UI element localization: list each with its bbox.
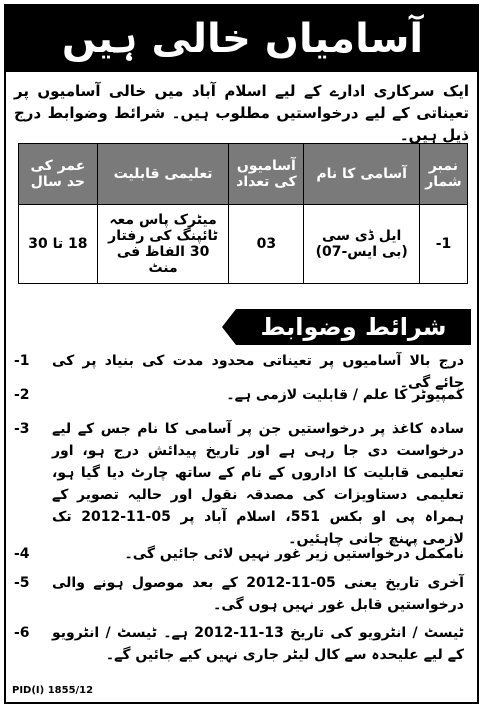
condition-number: -6 [14, 625, 30, 641]
header-post-count: آسامیوں کی تعداد [229, 144, 304, 205]
condition-text: کمپیوٹر کا علم / قابلیت لازمی ہے۔ [226, 387, 464, 403]
cell-post-name: ایل ڈی سی (بی ایس-07) [304, 205, 419, 284]
condition-item [10, 384, 472, 406]
cell-qualification: میٹرک پاس معہ ٹائپنگ کی رفتار 30 الفاظ فی منٹ [97, 205, 229, 284]
condition-text: ٹیسٹ / انٹرویو کی تاریخ 13-11-2012 ہے۔ ٹیسٹ / انٹرویو کے لیے علیحدہ سے کال لیٹر جاری نہیں کیے جائیں گے۔ [52, 625, 464, 663]
intro-paragraph: ایک سرکاری ادارے کے لیے اسلام آباد میں خالی آسامیوں پر تعیناتی کے لیے درخواستیں مطلوب ہیں۔ شرائط وضوابط درج ذیل ہیں۔ [14, 82, 469, 144]
pid-code: PID(I) 1855/12 [12, 685, 94, 696]
header-post-name: آسامی کا نام [304, 144, 419, 205]
condition-text: آخری تاریخ یعنی 05-11-2012 کے بعد موصول ہونے والی درخواستیں قابل غور نہیں ہوں گی۔ [52, 575, 464, 613]
heading-arrow-icon [222, 309, 236, 345]
condition-item [10, 622, 472, 666]
conditions-heading [236, 309, 471, 345]
header-age-limit: عمر کی حد سال [19, 144, 98, 205]
header-serial: نمبر شمار [419, 144, 467, 205]
condition-text: درج بالا آسامیوں پر تعیناتی محدود مدت کی بنیاد پر کی جائے گی۔ [52, 353, 464, 391]
cell-age-limit: 18 تا 30 [19, 205, 98, 284]
condition-number: -5 [14, 575, 30, 591]
banner-title: آسامیاں خالی ہیں [6, 6, 479, 72]
condition-number: -3 [14, 421, 30, 437]
condition-number: -2 [14, 387, 30, 403]
condition-number: -4 [14, 546, 30, 562]
table-row [19, 205, 468, 284]
conditions-title: شرائط وضوابط [260, 313, 447, 341]
condition-text: سادہ کاغذ پر درخواستیں جن پر آسامی کا نام جس کے لیے درخواست دی جا رہی ہے اور تاریخ پیدائش درج ہو، اور تعلیمی قابلیت کا اداروں کے نام کے ساتھ چارٹ دیا گیا ہو، تعلیمی دستاویزات کی مصدقہ نقول اور حالیہ تصویر کے ہمراہ پی او بکس 551، اسلام آباد پر 05-11-2012 تک لازمی پہنچ جانی چاہئیں۔ [52, 421, 465, 547]
condition-item [10, 572, 472, 616]
cell-serial: -1 [419, 205, 467, 284]
condition-number: -1 [14, 353, 30, 369]
condition-text: نامکمل درخواستیں زیر غور نہیں لائی جائیں گی۔ [124, 546, 464, 562]
table-header-row [19, 144, 468, 205]
condition-item [10, 543, 472, 565]
cell-post-count: 03 [229, 205, 304, 284]
vacancy-table [18, 143, 468, 284]
condition-item [10, 418, 472, 550]
header-qualification: تعلیمی قابلیت [97, 144, 229, 205]
